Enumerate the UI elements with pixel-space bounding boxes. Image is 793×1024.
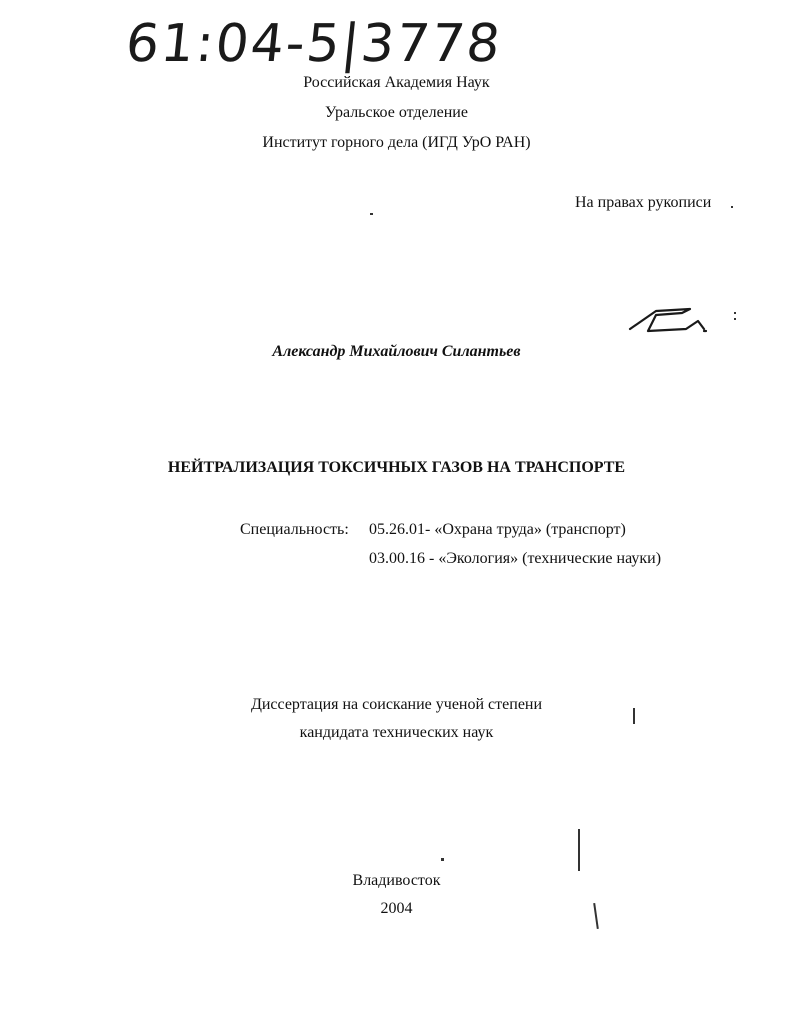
institute-name: Институт горного дела (ИГД УрО РАН): [262, 134, 531, 151]
specialty-item: 05.26.01- «Охрана труда» (транспорт): [369, 521, 626, 538]
degree-line-2: кандидата технических наук: [299, 724, 494, 741]
scan-dot: [441, 858, 444, 861]
scan-dot: [731, 206, 733, 208]
scan-dot: [734, 312, 736, 314]
branch-name: Уральское отделение: [325, 104, 468, 121]
rights-note: На правах рукописи: [575, 194, 712, 211]
city-name: Владивосток: [352, 872, 441, 889]
academy-name: Российская Академия Наук: [303, 74, 490, 91]
scan-dot: [370, 213, 373, 215]
specialty-label: Специальность:: [240, 521, 349, 538]
scan-mark-vertical: [578, 829, 580, 871]
dissertation-title: НЕЙТРАЛИЗАЦИЯ ТОКСИЧНЫХ ГАЗОВ НА ТРАНСПОРТЕ: [167, 459, 626, 476]
year: 2004: [380, 900, 413, 917]
degree-line-1: Диссертация на соискание ученой степени: [250, 696, 543, 713]
handwritten-catalog-code: 61:04-5|3778: [122, 14, 505, 74]
author-name: Александр Михайлович Силантьев: [272, 343, 521, 360]
specialty-item: 03.00.16 - «Экология» (технические науки): [369, 550, 662, 567]
scan-dot: [734, 318, 736, 320]
scan-mark-vertical: [633, 708, 635, 724]
signature-icon: [626, 303, 716, 343]
